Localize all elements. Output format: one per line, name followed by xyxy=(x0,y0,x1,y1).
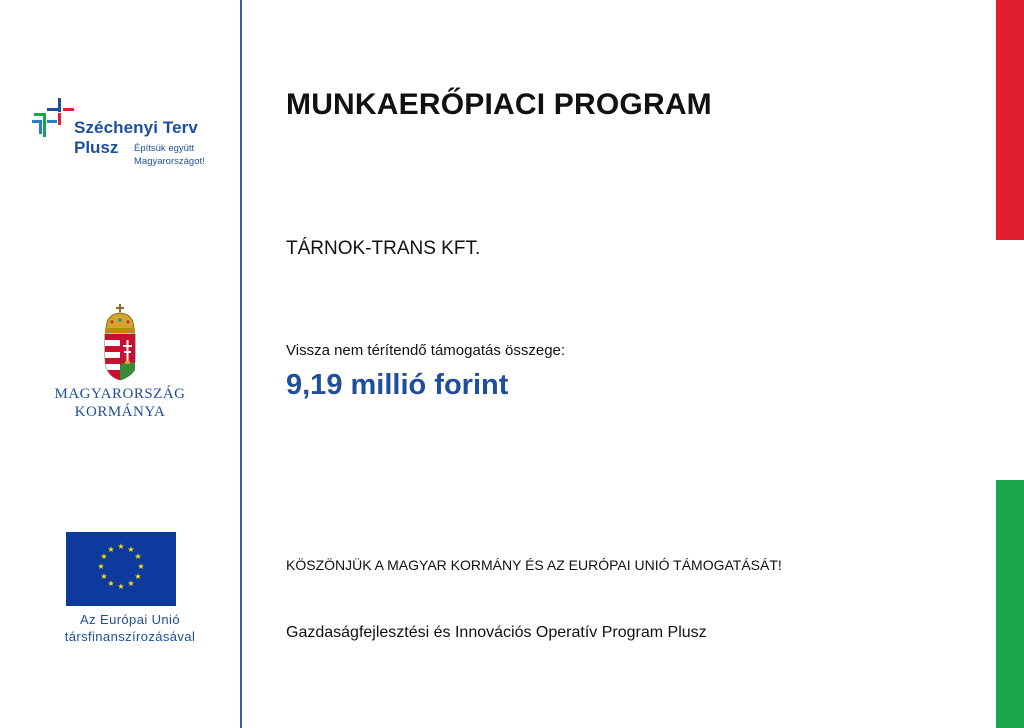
svg-text:★: ★ xyxy=(100,572,108,581)
operative-program-name: Gazdaságfejlesztési és Innovációs Operatív Program Plusz xyxy=(286,624,707,641)
szechenyi-title: Széchenyi Terv xyxy=(74,118,198,137)
szechenyi-slogan-line1: Építsük együtt xyxy=(134,143,195,154)
flag-stripe-red xyxy=(996,0,1024,240)
eu-cofinancing-logo xyxy=(40,530,220,650)
logo-sidebar xyxy=(0,0,240,728)
szechenyi-plus-icon xyxy=(30,96,74,140)
eu-text-line1: Az Európai Unió xyxy=(80,612,180,627)
magyarorszag-kormanya-logo xyxy=(40,300,200,430)
government-name-line2: KORMÁNYA xyxy=(74,404,166,420)
szechenyi-plus-label: Plusz xyxy=(74,138,119,157)
svg-text:★: ★ xyxy=(137,562,145,571)
svg-text:★: ★ xyxy=(97,562,105,571)
svg-text:★: ★ xyxy=(134,572,142,581)
svg-text:★: ★ xyxy=(107,579,115,588)
szechenyi-slogan-line2: Magyarországot! xyxy=(134,156,205,167)
hungarian-coat-of-arms xyxy=(102,304,138,382)
grant-label: Vissza nem térítendő támogatás összege: xyxy=(286,342,566,359)
svg-text:★: ★ xyxy=(134,552,142,561)
svg-text:★: ★ xyxy=(127,545,135,554)
eu-flag-icon xyxy=(66,532,176,606)
eu-text-line2: társfinanszírozásával xyxy=(64,629,196,644)
svg-text:★: ★ xyxy=(117,582,125,591)
grant-amount: 9,19 millió forint xyxy=(286,369,509,401)
project-info xyxy=(286,0,986,728)
szechenyi-terv-plusz-logo xyxy=(30,96,230,176)
svg-text:★: ★ xyxy=(127,579,135,588)
flag-stripe-green xyxy=(996,480,1024,728)
thanks-message: KÖSZÖNJÜK A MAGYAR KORMÁNY ÉS AZ EURÓPAI UNIÓ TÁMOGATÁSÁT! xyxy=(286,557,782,573)
svg-text:★: ★ xyxy=(107,545,115,554)
svg-text:★: ★ xyxy=(117,542,125,551)
government-name-line1: MAGYARORSZÁG xyxy=(54,386,186,402)
beneficiary-name: TÁRNOK-TRANS KFT. xyxy=(286,238,481,259)
program-title: MUNKAERŐPIACI PROGRAM xyxy=(286,88,712,121)
vertical-divider xyxy=(240,0,242,728)
svg-text:★: ★ xyxy=(100,552,108,561)
